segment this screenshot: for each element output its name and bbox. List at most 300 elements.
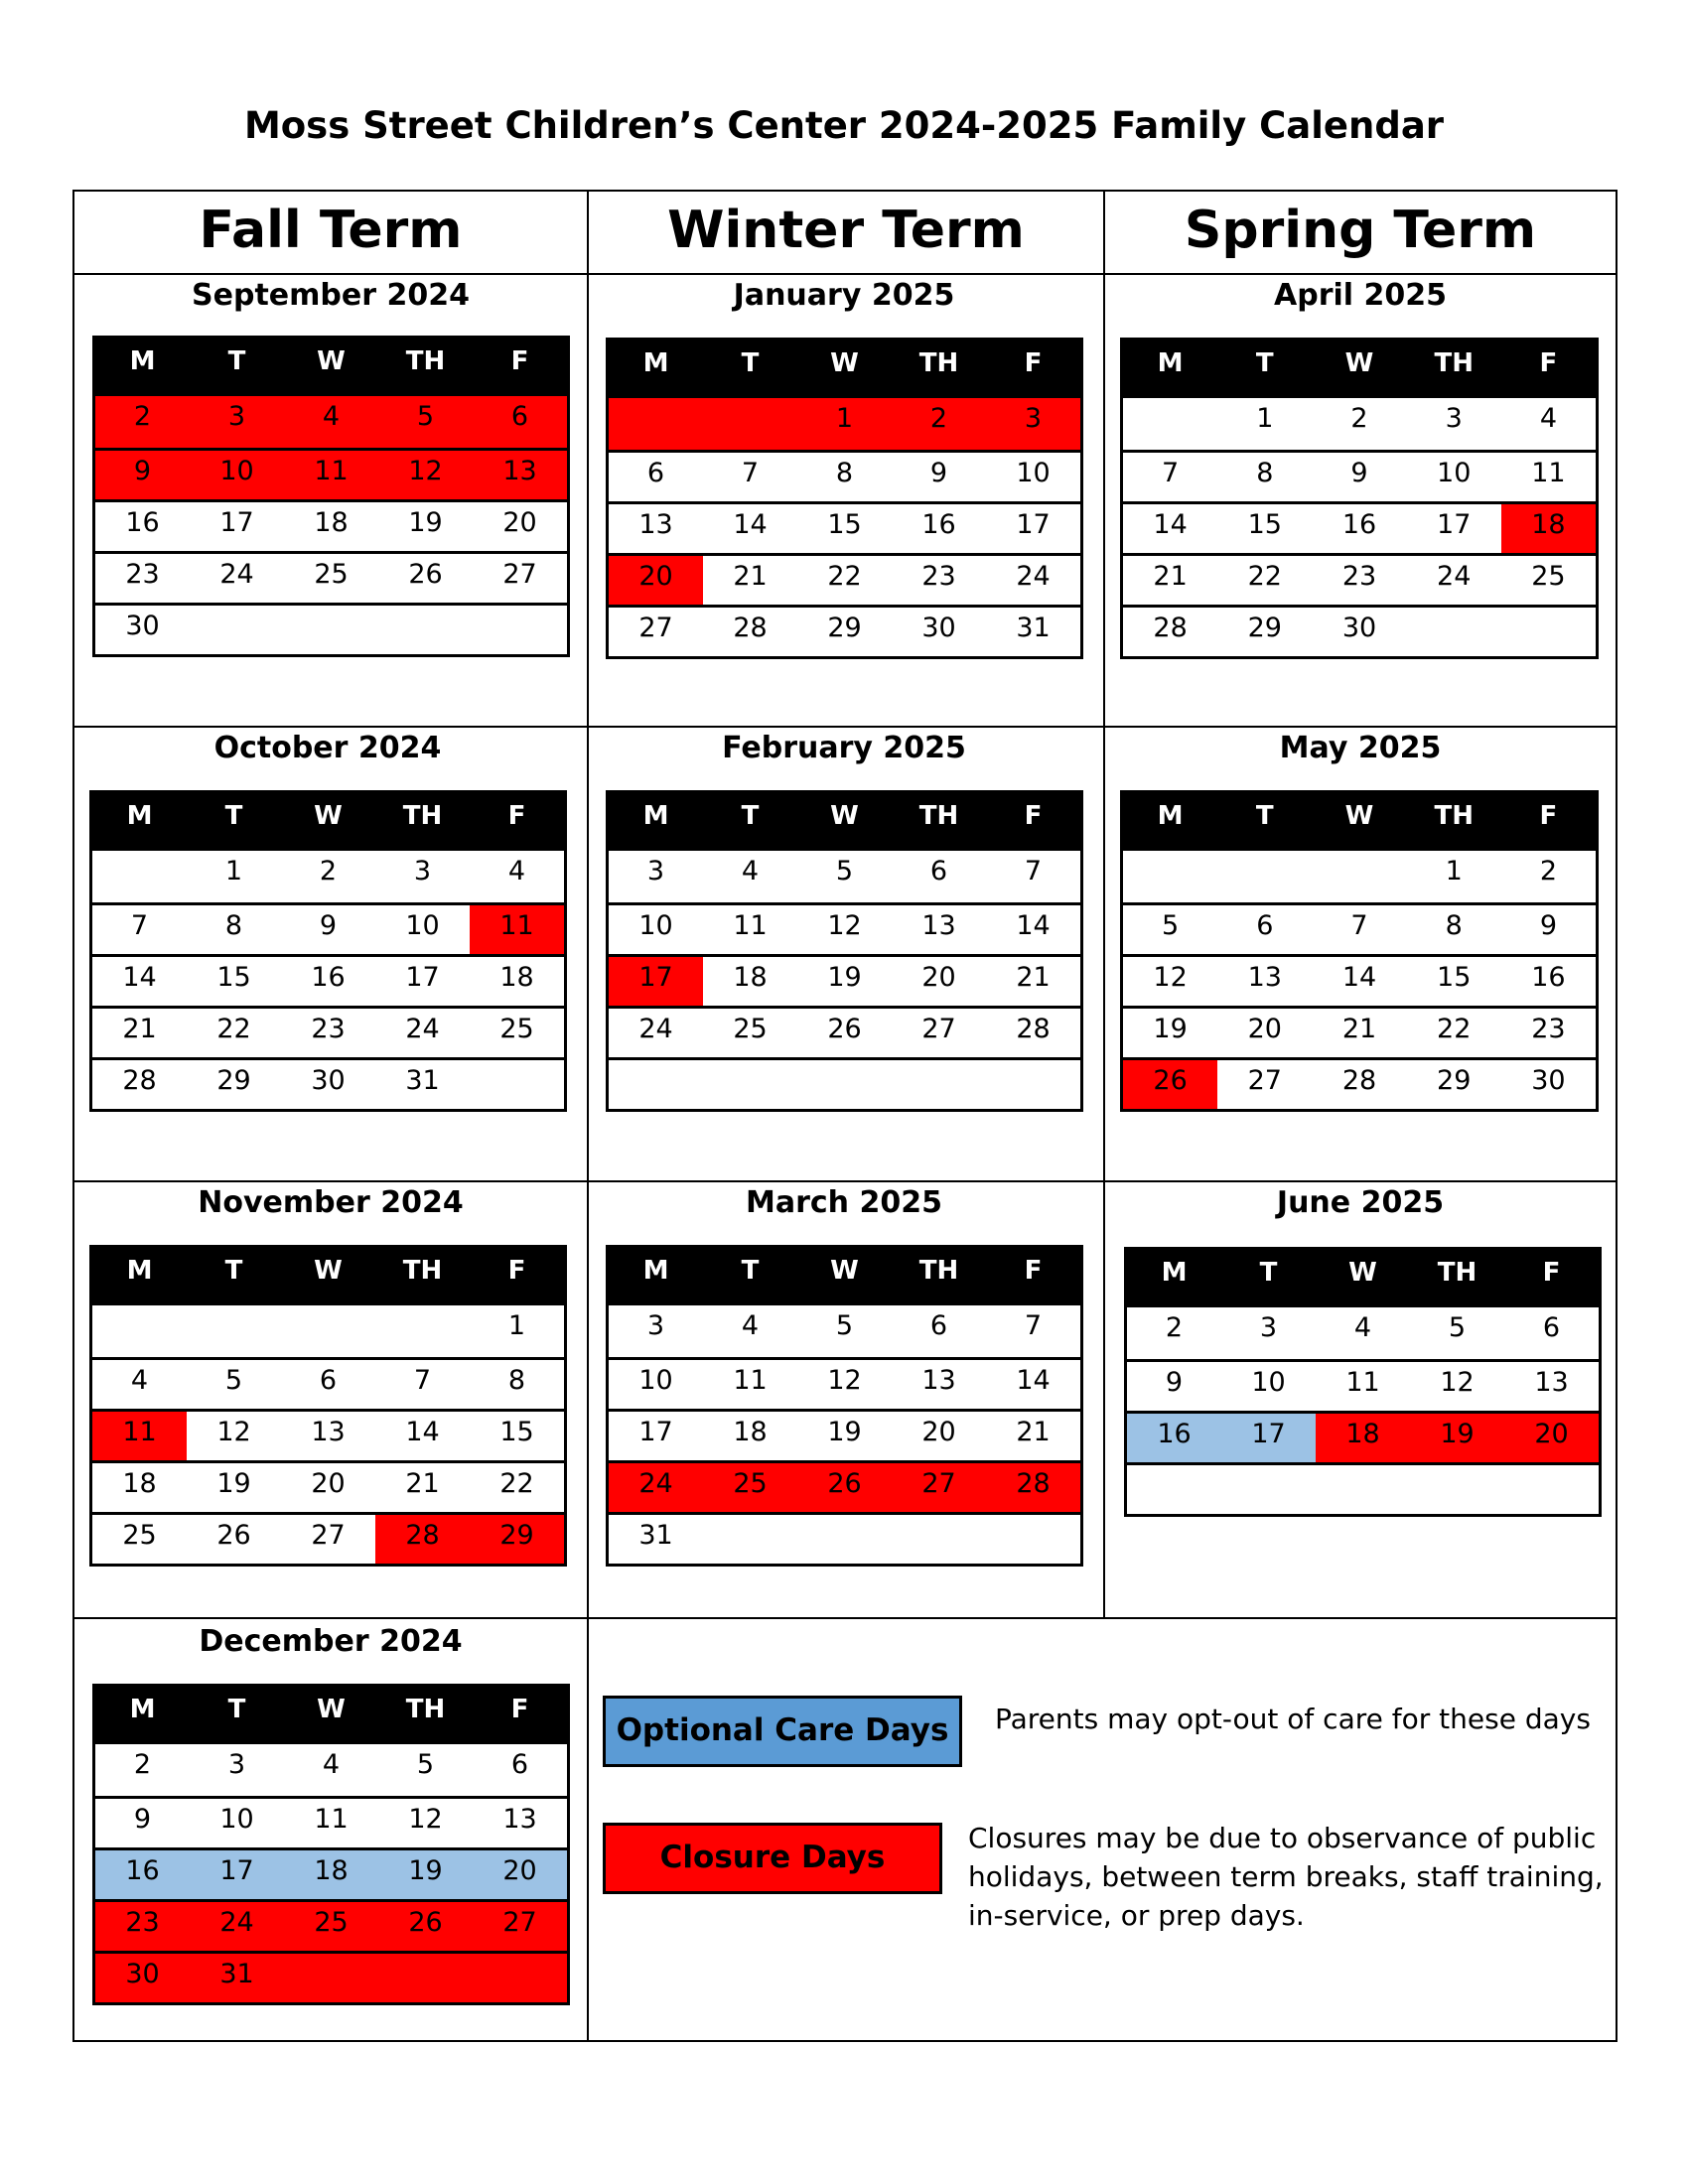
day-cell: 30 (921, 613, 956, 643)
day-cell: 9 (133, 1804, 152, 1835)
day-cell: 26 (216, 1520, 251, 1551)
weekday-label: TH (402, 801, 443, 831)
weekday-label: M (126, 1256, 153, 1286)
optional-care-description: Parents may opt-out of care for these days (995, 1703, 1591, 1735)
day-cell: 17 (405, 962, 440, 993)
day-cell: 4 (1353, 1312, 1372, 1343)
weekday-label: F (1539, 801, 1558, 831)
day-cell: 15 (216, 962, 251, 993)
closure-day-cell: 26 (1123, 1060, 1217, 1109)
row-divider (72, 726, 1618, 728)
day-cell: 23 (311, 1014, 346, 1044)
day-cell: 5 (835, 1310, 854, 1341)
month-grid (1123, 851, 1596, 1109)
weekday-label: TH (918, 348, 959, 378)
row-divider (72, 1180, 1618, 1182)
day-cell: 25 (499, 1014, 534, 1044)
day-cell: 9 (1539, 910, 1557, 941)
week-row (609, 954, 1080, 1006)
day-cell: 12 (827, 910, 862, 941)
closure-day-cell: 19 (1410, 1414, 1504, 1462)
weekday-label: W (1344, 801, 1374, 831)
day-cell: 2 (319, 856, 338, 887)
day-cell (703, 1515, 797, 1564)
weekday-label: M (1157, 348, 1184, 378)
day-cell: 23 (921, 561, 956, 592)
day-cell: 27 (638, 613, 673, 643)
day-cell: 20 (311, 1468, 346, 1499)
day-cell: 31 (638, 1520, 673, 1551)
day-cell: 2 (1350, 403, 1368, 434)
closure-day-cell: 29 (470, 1515, 564, 1564)
week-row (95, 499, 567, 551)
day-cell: 4 (322, 1749, 341, 1780)
day-cell: 13 (1534, 1367, 1569, 1398)
day-cell: 14 (405, 1417, 440, 1447)
weekday-label: TH (405, 1695, 446, 1724)
weekday-label: F (510, 346, 529, 376)
month-title: May 2025 (1279, 731, 1442, 765)
week-row (92, 1006, 564, 1057)
page-title: Moss Street Children’s Center 2024-2025 Family Calendar (243, 104, 1445, 147)
term-heading-spring: Spring Term (1184, 201, 1537, 260)
week-row (95, 1847, 567, 1899)
day-cell: 18 (499, 962, 534, 993)
day-cell: 13 (502, 1804, 537, 1835)
day-cell (375, 1305, 470, 1357)
weekday-label: M (642, 1256, 669, 1286)
day-cell: 7 (1024, 1310, 1043, 1341)
optional-day-cell: 17 (190, 1850, 284, 1899)
weekday-label: F (1542, 1258, 1561, 1288)
month-title: February 2025 (722, 731, 966, 765)
day-cell (609, 1060, 703, 1109)
day-cell (92, 851, 187, 902)
week-row (609, 1357, 1080, 1409)
weekday-label: TH (405, 346, 446, 376)
week-row (609, 1460, 1080, 1512)
weekday-label: T (1255, 801, 1274, 831)
week-row (92, 851, 564, 902)
weekday-header (609, 341, 1080, 398)
day-cell: 15 (1437, 962, 1472, 993)
week-row (92, 1460, 564, 1512)
week-row (95, 1951, 567, 2002)
week-row (609, 605, 1080, 656)
month-title: September 2024 (192, 278, 470, 313)
day-cell: 1 (224, 856, 243, 887)
weekday-label: T (1255, 348, 1274, 378)
day-cell: 5 (1162, 910, 1180, 941)
weekday-label: W (317, 346, 346, 376)
weekday-label: F (1539, 348, 1558, 378)
closure-day-cell (378, 1954, 473, 2002)
closure-day-cell: 31 (190, 1954, 284, 2002)
day-cell: 8 (835, 458, 854, 488)
week-row (95, 448, 567, 499)
month-title: April 2025 (1274, 278, 1447, 313)
day-cell: 10 (219, 1804, 254, 1835)
day-cell: 13 (638, 509, 673, 540)
day-cell (1407, 608, 1501, 656)
day-cell: 13 (1247, 962, 1282, 993)
day-cell: 26 (408, 559, 443, 590)
closure-day-cell (703, 398, 797, 450)
week-row (609, 1409, 1080, 1460)
day-cell: 1 (1445, 856, 1463, 887)
week-row (1123, 1057, 1596, 1109)
day-cell: 22 (1247, 561, 1282, 592)
day-cell: 31 (405, 1065, 440, 1096)
day-cell: 10 (1437, 458, 1472, 488)
weekday-label: M (642, 801, 669, 831)
week-row (92, 1305, 564, 1357)
closure-day-cell: 20 (1504, 1414, 1599, 1462)
term-heading-fall: Fall Term (199, 201, 463, 260)
day-cell: 7 (413, 1365, 432, 1396)
day-cell: 22 (827, 561, 862, 592)
day-cell: 21 (405, 1468, 440, 1499)
day-cell: 2 (1165, 1312, 1184, 1343)
day-cell: 24 (638, 1014, 673, 1044)
weekday-header (92, 1248, 564, 1305)
day-cell: 4 (741, 856, 760, 887)
day-cell: 8 (1256, 458, 1274, 488)
closure-day-cell: 23 (95, 1902, 190, 1951)
day-cell: 6 (510, 1749, 529, 1780)
day-cell (1410, 1465, 1504, 1514)
month-calendar (606, 790, 1083, 1112)
day-cell (1316, 1465, 1410, 1514)
weekday-label: M (1161, 1258, 1188, 1288)
day-cell: 4 (1539, 403, 1557, 434)
day-cell: 16 (1531, 962, 1566, 993)
weekday-label: F (507, 1256, 526, 1286)
day-cell: 3 (227, 1749, 246, 1780)
day-cell: 29 (1247, 613, 1282, 643)
closure-day-cell: 27 (892, 1463, 986, 1512)
month-title: June 2025 (1276, 1185, 1445, 1220)
day-cell: 22 (216, 1014, 251, 1044)
month-calendar (92, 336, 570, 657)
day-cell: 7 (130, 910, 149, 941)
closure-day-cell: 4 (284, 396, 378, 448)
day-cell: 10 (1016, 458, 1051, 488)
day-cell (1501, 608, 1596, 656)
day-cell: 5 (835, 856, 854, 887)
day-cell (1312, 851, 1406, 902)
day-cell: 24 (1437, 561, 1472, 592)
day-cell (986, 1515, 1080, 1564)
weekday-label: W (314, 801, 343, 831)
month-calendar (1120, 338, 1599, 659)
day-cell: 27 (1247, 1065, 1282, 1096)
month-title: November 2024 (198, 1185, 464, 1220)
week-row (609, 1512, 1080, 1564)
week-row (1123, 450, 1596, 501)
week-row (92, 1409, 564, 1460)
day-cell: 9 (1350, 458, 1368, 488)
weekday-label: W (317, 1695, 346, 1724)
month-title: October 2024 (213, 731, 442, 765)
day-cell: 6 (646, 458, 665, 488)
optional-day-cell: 17 (1221, 1414, 1316, 1462)
day-cell: 18 (733, 1417, 768, 1447)
weekday-label: TH (1434, 348, 1474, 378)
closure-day-cell: 24 (190, 1902, 284, 1951)
closure-legend-swatch: Closure Days (603, 1823, 942, 1894)
month-grid (609, 398, 1080, 656)
month-calendar (89, 790, 567, 1112)
day-cell (797, 1060, 892, 1109)
day-cell: 4 (507, 856, 526, 887)
week-row (1123, 553, 1596, 605)
weekday-label: M (1157, 801, 1184, 831)
day-cell: 3 (1445, 403, 1463, 434)
closure-day-cell: 24 (609, 1463, 703, 1512)
week-row (609, 1305, 1080, 1357)
day-cell: 28 (1016, 1014, 1051, 1044)
weekday-label: TH (1434, 801, 1474, 831)
weekday-label: TH (1437, 1258, 1477, 1288)
optional-day-cell: 16 (1127, 1414, 1221, 1462)
day-cell: 8 (1445, 910, 1463, 941)
day-cell: 19 (827, 962, 862, 993)
day-cell (1504, 1465, 1599, 1514)
day-cell: 14 (733, 509, 768, 540)
closure-day-cell: 25 (703, 1463, 797, 1512)
day-cell: 18 (733, 962, 768, 993)
weekday-label: TH (918, 1256, 959, 1286)
day-cell: 12 (1153, 962, 1188, 993)
month-grid (1127, 1307, 1599, 1514)
day-cell: 5 (224, 1365, 243, 1396)
day-cell: 11 (314, 1804, 349, 1835)
closure-day-cell: 28 (375, 1515, 470, 1564)
weekday-label: T (741, 348, 760, 378)
month-calendar (89, 1245, 567, 1567)
day-cell: 10 (638, 1365, 673, 1396)
weekday-header (609, 793, 1080, 851)
day-cell: 16 (311, 962, 346, 993)
day-cell: 12 (216, 1417, 251, 1447)
day-cell: 6 (319, 1365, 338, 1396)
day-cell (473, 606, 567, 654)
weekday-header (1123, 341, 1596, 398)
day-cell: 7 (1350, 910, 1368, 941)
day-cell: 8 (507, 1365, 526, 1396)
day-cell: 4 (130, 1365, 149, 1396)
day-cell: 23 (1531, 1014, 1566, 1044)
day-cell: 27 (502, 559, 537, 590)
weekday-label: F (1024, 348, 1043, 378)
day-cell: 30 (1531, 1065, 1566, 1096)
weekday-header (95, 339, 567, 396)
week-row (609, 398, 1080, 450)
week-row (1123, 398, 1596, 450)
day-cell: 13 (311, 1417, 346, 1447)
week-row (1123, 954, 1596, 1006)
day-cell: 21 (1016, 1417, 1051, 1447)
month-calendar (606, 1245, 1083, 1567)
day-cell: 24 (1016, 561, 1051, 592)
row-divider (72, 273, 1618, 275)
month-calendar (606, 338, 1083, 659)
day-cell (892, 1515, 986, 1564)
week-row (1123, 851, 1596, 902)
day-cell: 14 (1153, 509, 1188, 540)
month-grid (92, 1305, 564, 1564)
week-row (92, 1357, 564, 1409)
day-cell: 26 (827, 1014, 862, 1044)
day-cell: 9 (319, 910, 338, 941)
week-row (609, 851, 1080, 902)
day-cell: 10 (638, 910, 673, 941)
column-divider (587, 190, 589, 2042)
day-cell: 3 (646, 856, 665, 887)
day-cell: 16 (125, 507, 160, 538)
week-row (609, 553, 1080, 605)
day-cell: 11 (733, 910, 768, 941)
week-row (1123, 902, 1596, 954)
closure-description-line: in-service, or prep days. (968, 1899, 1305, 1932)
day-cell: 17 (1437, 509, 1472, 540)
week-row (95, 551, 567, 603)
day-cell: 18 (122, 1468, 157, 1499)
optional-day-cell: 16 (95, 1850, 190, 1899)
day-cell: 28 (1341, 1065, 1377, 1096)
day-cell (892, 1060, 986, 1109)
day-cell: 21 (1153, 561, 1188, 592)
day-cell: 1 (1256, 403, 1274, 434)
week-row (92, 1057, 564, 1109)
weekday-header (1127, 1250, 1599, 1307)
weekday-label: T (741, 1256, 760, 1286)
day-cell (470, 1060, 564, 1109)
closure-day-cell: 13 (473, 451, 567, 499)
day-cell: 20 (921, 1417, 956, 1447)
day-cell: 30 (311, 1065, 346, 1096)
weekday-header (95, 1687, 567, 1744)
week-row (609, 902, 1080, 954)
day-cell: 31 (1016, 613, 1051, 643)
closure-day-cell (284, 1954, 378, 2002)
day-cell: 3 (1259, 1312, 1278, 1343)
week-row (92, 902, 564, 954)
day-cell: 21 (1016, 962, 1051, 993)
weekday-label: T (224, 801, 243, 831)
weekday-label: W (830, 801, 859, 831)
closure-day-cell: 11 (470, 905, 564, 954)
day-cell: 6 (1542, 1312, 1561, 1343)
day-cell: 30 (125, 611, 160, 641)
day-cell: 25 (733, 1014, 768, 1044)
week-row (95, 1796, 567, 1847)
weekday-label: T (227, 1695, 246, 1724)
closure-day-cell: 25 (284, 1902, 378, 1951)
term-heading-winter: Winter Term (667, 201, 1025, 260)
day-cell: 10 (1251, 1367, 1286, 1398)
day-cell (378, 606, 473, 654)
day-cell: 20 (921, 962, 956, 993)
closure-day-cell: 5 (378, 396, 473, 448)
closure-day-cell: 6 (473, 396, 567, 448)
day-cell: 12 (408, 1804, 443, 1835)
day-cell (92, 1305, 187, 1357)
day-cell: 27 (311, 1520, 346, 1551)
weekday-label: W (314, 1256, 343, 1286)
day-cell: 28 (122, 1065, 157, 1096)
day-cell: 6 (929, 1310, 948, 1341)
closure-description (968, 1819, 1604, 1935)
closure-day-cell: 10 (190, 451, 284, 499)
weekday-label: F (1024, 1256, 1043, 1286)
week-row (95, 1744, 567, 1796)
day-cell: 19 (216, 1468, 251, 1499)
day-cell: 4 (741, 1310, 760, 1341)
week-row (1123, 501, 1596, 553)
day-cell: 5 (416, 1749, 435, 1780)
weekday-label: TH (402, 1256, 443, 1286)
weekday-label: W (1348, 1258, 1377, 1288)
month-grid (95, 1744, 567, 2002)
day-cell (986, 1060, 1080, 1109)
week-row (1123, 1006, 1596, 1057)
day-cell: 17 (1016, 509, 1051, 540)
day-cell (1123, 851, 1217, 902)
week-row (1127, 1462, 1599, 1514)
day-cell: 24 (405, 1014, 440, 1044)
weekday-label: W (830, 348, 859, 378)
day-cell: 25 (314, 559, 349, 590)
day-cell (1123, 398, 1217, 450)
day-cell: 8 (224, 910, 243, 941)
month-title: January 2025 (733, 278, 955, 313)
closure-day-cell: 3 (190, 396, 284, 448)
day-cell: 27 (921, 1014, 956, 1044)
closure-day-cell: 1 (797, 398, 892, 450)
day-cell: 22 (1437, 1014, 1472, 1044)
closure-day-cell: 3 (986, 398, 1080, 450)
day-cell: 20 (502, 507, 537, 538)
weekday-label: T (224, 1256, 243, 1286)
day-cell: 18 (314, 507, 349, 538)
closure-day-cell (473, 1954, 567, 2002)
closure-day-cell (609, 398, 703, 450)
day-cell: 21 (122, 1014, 157, 1044)
day-cell (1221, 1465, 1316, 1514)
weekday-label: W (830, 1256, 859, 1286)
day-cell: 29 (216, 1065, 251, 1096)
month-grid (609, 851, 1080, 1109)
day-cell: 11 (1531, 458, 1566, 488)
day-cell: 6 (929, 856, 948, 887)
closure-day-cell: 2 (892, 398, 986, 450)
optional-day-cell: 19 (378, 1850, 473, 1899)
day-cell: 11 (733, 1365, 768, 1396)
optional-care-legend-swatch: Optional Care Days (603, 1696, 962, 1767)
month-grid (609, 1305, 1080, 1564)
day-cell: 10 (405, 910, 440, 941)
week-row (609, 1006, 1080, 1057)
day-cell: 12 (1440, 1367, 1475, 1398)
day-cell: 17 (219, 507, 254, 538)
weekday-label: F (510, 1695, 529, 1724)
week-row (95, 396, 567, 448)
day-cell: 21 (733, 561, 768, 592)
month-title: March 2025 (746, 1185, 942, 1220)
closure-description-line: Closures may be due to observance of public (968, 1822, 1597, 1854)
